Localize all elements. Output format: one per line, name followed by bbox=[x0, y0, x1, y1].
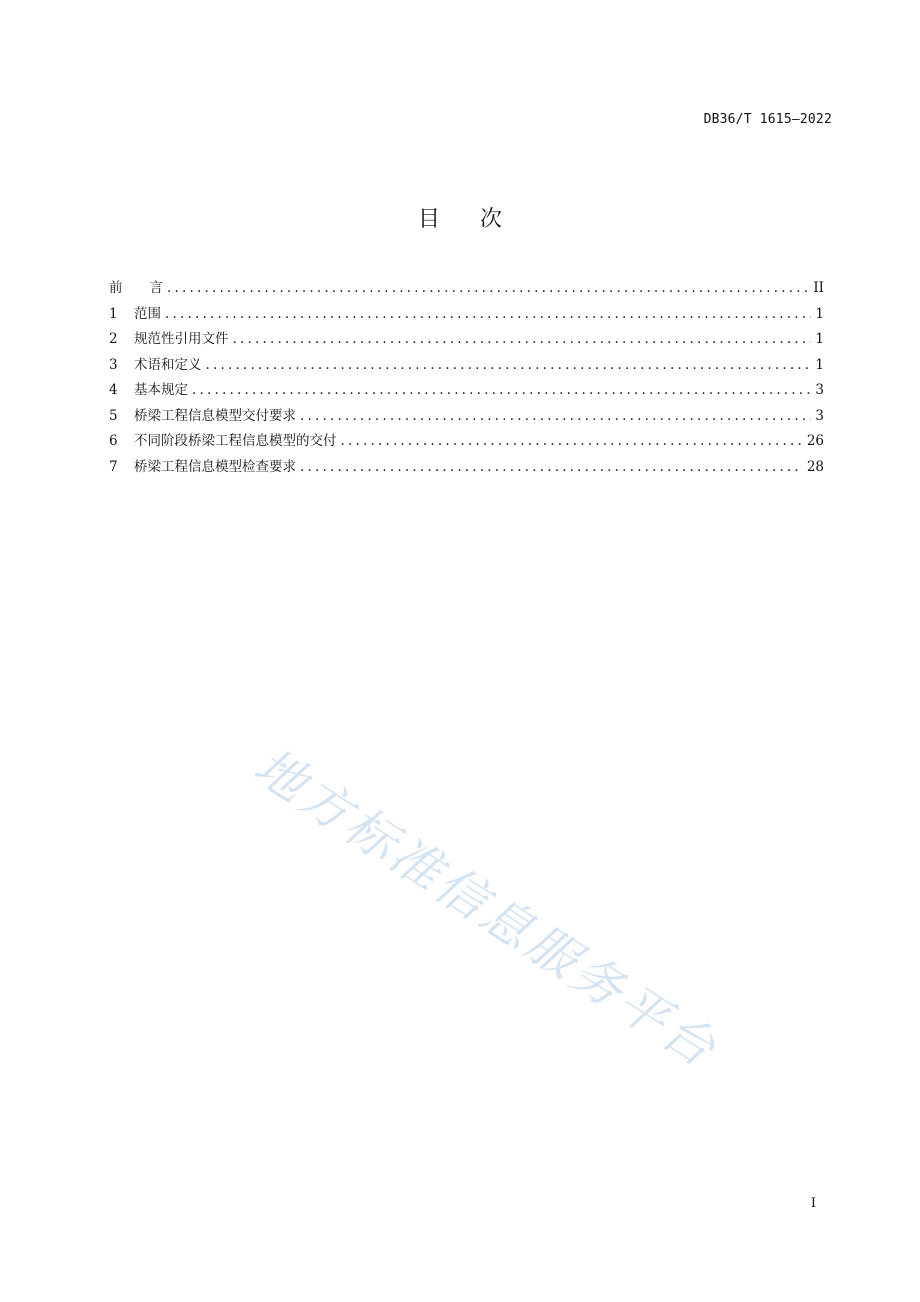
toc-section-label: 术语和定义 bbox=[134, 356, 202, 373]
toc-leader-dots bbox=[206, 353, 812, 379]
toc-leader-dots bbox=[165, 302, 811, 328]
toc-page-number: 3 bbox=[815, 382, 824, 398]
page-title bbox=[0, 202, 920, 233]
toc-page-number: 1 bbox=[815, 331, 824, 347]
toc-section-label: 桥梁工程信息模型交付要求 bbox=[134, 407, 296, 424]
toc-leader-dots bbox=[192, 378, 811, 404]
toc-leader-dots bbox=[341, 429, 803, 455]
toc-section-number: 3 bbox=[109, 356, 118, 373]
toc-entry[interactable] bbox=[109, 353, 824, 379]
toc-leader-dots bbox=[300, 404, 811, 430]
toc-page-number: 1 bbox=[815, 305, 824, 322]
toc-section-number: 2 bbox=[109, 331, 118, 347]
watermark: 地方标准信息服务平台 bbox=[243, 736, 729, 1080]
toc-section-label: 基本规定 bbox=[134, 382, 188, 398]
toc-entry[interactable] bbox=[109, 302, 824, 328]
title-char-2: 次 bbox=[480, 207, 503, 232]
toc-page-number: 28 bbox=[806, 458, 824, 475]
toc-section-number: 4 bbox=[109, 382, 118, 398]
toc-section-label: 桥梁工程信息模型检查要求 bbox=[134, 458, 296, 475]
toc-section-label: 范围 bbox=[134, 305, 161, 322]
toc-leader-dots bbox=[300, 455, 803, 481]
table-of-contents bbox=[109, 276, 824, 480]
toc-page-number: 26 bbox=[806, 433, 824, 449]
toc-page-number: II bbox=[813, 280, 824, 296]
toc-section-number: 1 bbox=[109, 305, 118, 322]
footer-page-number: I bbox=[810, 1196, 816, 1211]
document-code: DB36/T 1615—2022 bbox=[703, 112, 832, 127]
toc-page-number: 1 bbox=[815, 356, 824, 373]
toc-page-number: 3 bbox=[815, 407, 824, 424]
toc-entry[interactable] bbox=[109, 327, 824, 353]
toc-section-number: 6 bbox=[109, 433, 118, 449]
toc-section-number: 5 bbox=[109, 407, 118, 424]
toc-leader-dots bbox=[167, 276, 809, 302]
toc-section-label: 规范性引用文件 bbox=[134, 331, 229, 347]
toc-entry[interactable] bbox=[109, 455, 824, 481]
toc-entry[interactable] bbox=[109, 378, 824, 404]
toc-section-label: 不同阶段桥梁工程信息模型的交付 bbox=[134, 433, 337, 449]
toc-entry[interactable] bbox=[109, 404, 824, 430]
toc-label-preface: 前 言 bbox=[109, 280, 163, 296]
toc-entry-preface[interactable] bbox=[109, 276, 824, 302]
toc-section-number: 7 bbox=[109, 458, 118, 475]
toc-leader-dots bbox=[233, 327, 812, 353]
title-char-1: 目 bbox=[417, 207, 440, 232]
toc-entry[interactable] bbox=[109, 429, 824, 455]
